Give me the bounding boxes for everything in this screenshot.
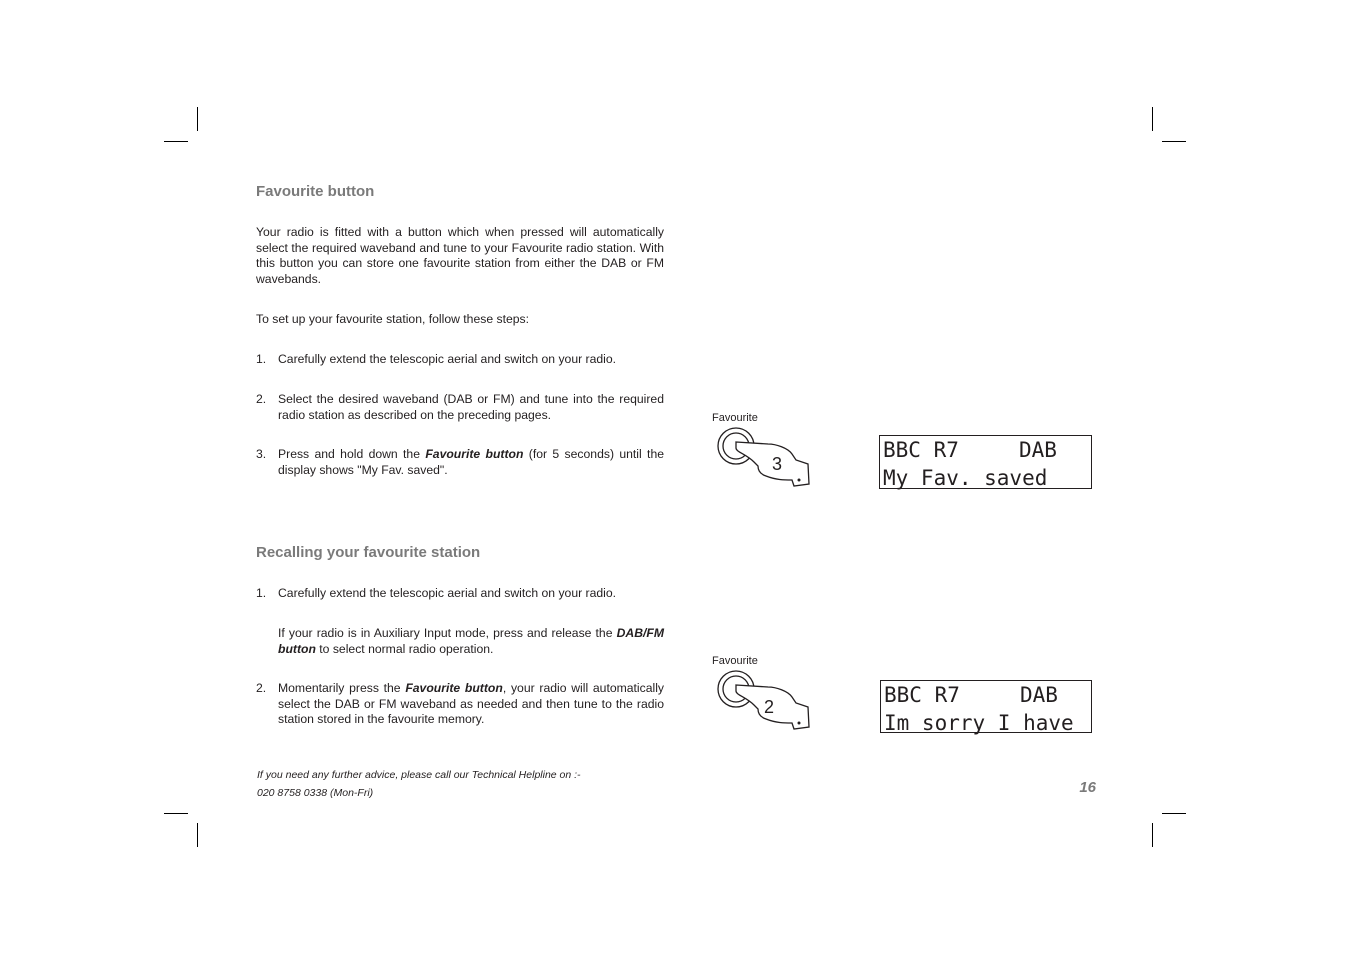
page-number: 16 bbox=[1079, 779, 1096, 796]
lcd-display bbox=[879, 435, 1092, 489]
crop-mark bbox=[164, 141, 188, 142]
lcd-message: My Fav. saved bbox=[883, 466, 1048, 490]
helpline-number: 020 8758 0338 (Mon-Fri) bbox=[257, 787, 374, 799]
setup-step-2 bbox=[256, 392, 664, 423]
crop-mark bbox=[1162, 141, 1186, 142]
step-number: 3. bbox=[256, 447, 267, 461]
crop-mark bbox=[164, 813, 188, 814]
step-text: Carefully extend the telescopic aerial and switch on your radio. bbox=[278, 586, 617, 600]
finger-press-icon bbox=[714, 426, 814, 490]
step-text: Momentarily press the Favourite button, your radio will automatically select the DAB or FM waveband as needed and then tune to the radio station stored in the favourite memory. bbox=[278, 681, 665, 727]
section-heading-favourite-button: Favourite button bbox=[256, 183, 375, 200]
recall-step-1 bbox=[256, 586, 664, 602]
recall-step-2 bbox=[256, 681, 664, 728]
lcd-station: BBC R7 bbox=[884, 683, 960, 707]
crop-mark bbox=[1152, 823, 1153, 847]
step-text: Press and hold down the Favourite button (for 5 seconds) until the display shows "My Fav. saved". bbox=[278, 447, 664, 477]
lcd-display bbox=[880, 680, 1092, 733]
step-text: Carefully extend the telescopic aerial and switch on your radio. bbox=[278, 352, 617, 366]
favourite-button-term: Favourite button bbox=[425, 447, 524, 461]
favourite-label: Favourite bbox=[712, 412, 758, 424]
intro-paragraph: Your radio is fitted with a button which when pressed will automatically select the required waveband and tune to your Favourite radio station. With this button you can store one favourite station from either the DAB or FM wavebands. bbox=[256, 225, 664, 286]
lcd-band: DAB bbox=[1020, 683, 1058, 707]
favourite-label: Favourite bbox=[712, 655, 758, 667]
setup-step-3 bbox=[256, 447, 664, 478]
section-heading-recalling: Recalling your favourite station bbox=[256, 544, 481, 561]
crop-mark bbox=[1162, 813, 1186, 814]
favourite-button-term: Favourite button bbox=[405, 681, 503, 695]
step-number-marker: 3 bbox=[772, 454, 783, 474]
crop-mark bbox=[197, 823, 198, 847]
setup-step-1 bbox=[256, 352, 664, 368]
lcd-message: Im sorry I have bbox=[884, 711, 1074, 735]
step-number: 2. bbox=[256, 681, 267, 695]
step-number: 1. bbox=[256, 586, 267, 600]
step-number: 1. bbox=[256, 352, 267, 366]
helpline-text: If you need any further advice, please call our Technical Helpline on :- bbox=[257, 769, 581, 781]
steps-lead: To set up your favourite station, follow these steps: bbox=[256, 312, 530, 326]
crop-mark bbox=[197, 107, 198, 131]
crop-mark bbox=[1152, 107, 1153, 131]
finger-press-icon bbox=[714, 669, 814, 733]
step-text: Select the desired waveband (DAB or FM) and tune into the required radio station as described on the preceding pages. bbox=[278, 392, 664, 422]
lcd-band: DAB bbox=[1019, 438, 1057, 462]
step-number: 2. bbox=[256, 392, 267, 406]
dab-fm-button-term: DAB/FM button bbox=[278, 626, 664, 656]
aux-mode-note: If your radio is in Auxiliary Input mode, press and release the DAB/FM button to select normal radio operation. bbox=[278, 626, 664, 656]
step-number-marker: 2 bbox=[764, 697, 775, 717]
lcd-station: BBC R7 bbox=[883, 438, 959, 462]
